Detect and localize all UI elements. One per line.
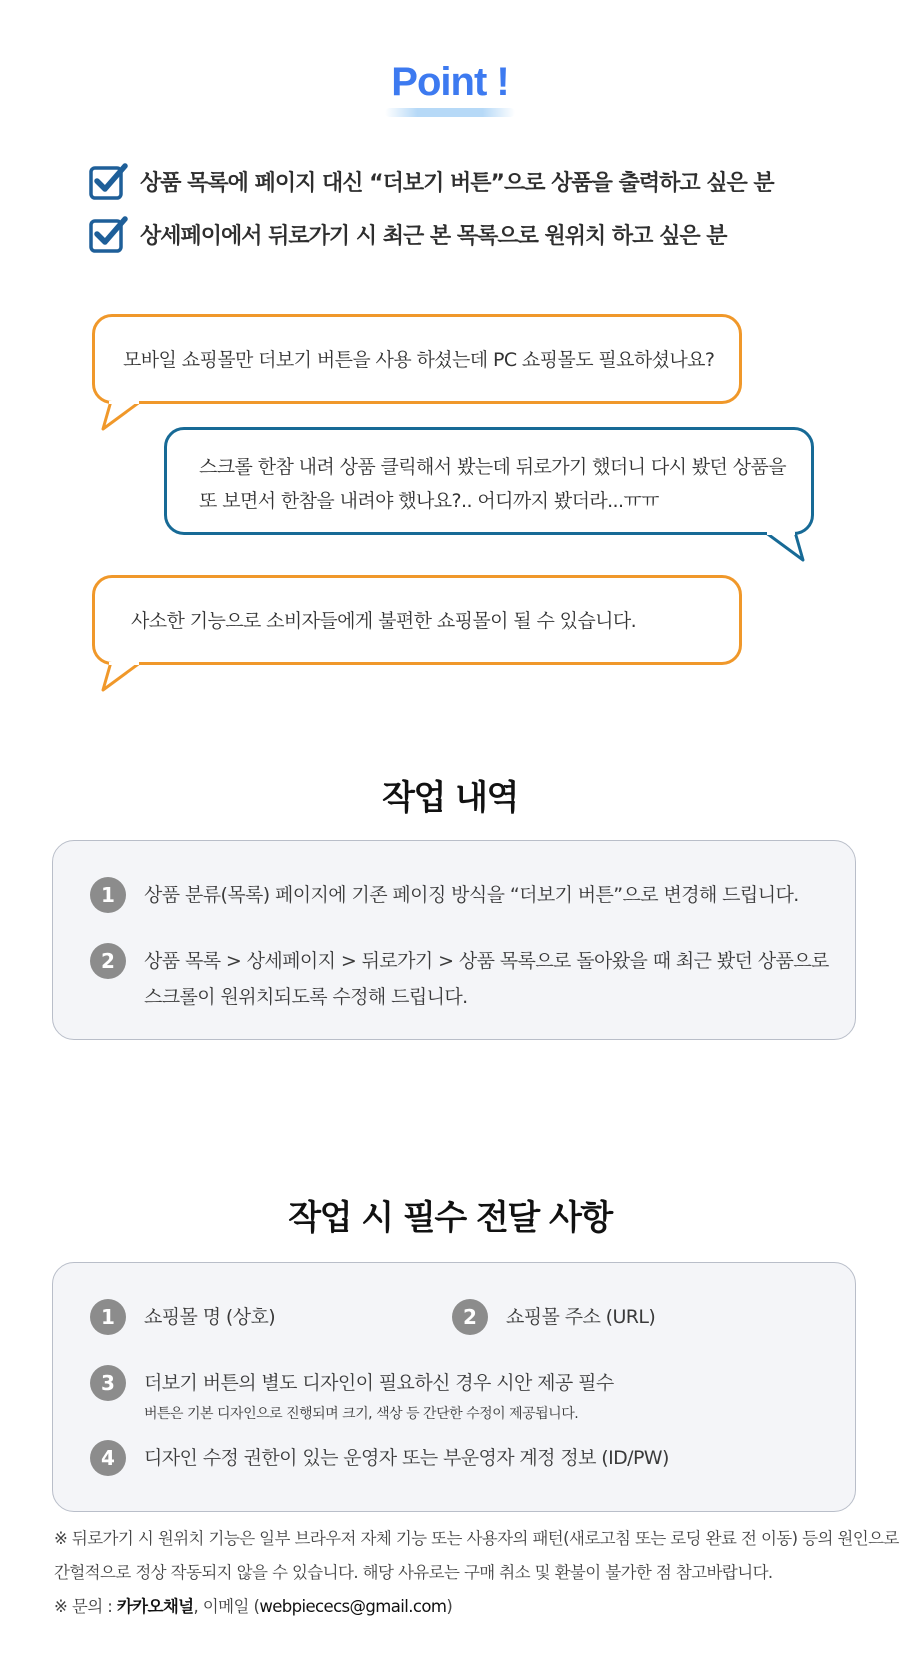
- checklist-item-text: 상세페이에서 뒤로가기 시 최근 본 목록으로 원위치 하고 싶은 분: [140, 223, 727, 249]
- bubble-tail-icon: [761, 532, 805, 562]
- point-title-text: Point !: [391, 60, 509, 104]
- required-item-text: 디자인 수정 권한이 있는 운영자 또는 부운영자 계정 정보 (ID/PW): [144, 1447, 669, 1469]
- speech-bubble-mobile-only: [92, 314, 742, 404]
- speech-bubble-scroll: [164, 427, 814, 535]
- speech-bubble-inconvenient: [92, 575, 742, 665]
- required-item-text: 쇼핑몰 주소 (URL): [506, 1306, 656, 1328]
- point-header: [0, 58, 900, 106]
- bubble-tail-icon: [101, 401, 145, 431]
- checklist-item-text: 상품 목록에 페이지 대신 “더보기 버튼”으로 상품을 출력하고 싶은 분: [140, 170, 774, 196]
- number-badge: 1: [90, 877, 126, 913]
- point-title: [391, 58, 508, 106]
- bubble-text: 스크롤 한참 내려 상품 클릭해서 봤는데 뒤로가기 했더니 다시 봤던 상품을: [199, 456, 787, 478]
- number-badge: 4: [90, 1440, 126, 1476]
- contact-line: [54, 1595, 452, 1619]
- work-item-text: 스크롤이 원위치되도록 수정해 드립니다.: [144, 986, 468, 1008]
- contact-suffix: ): [446, 1597, 453, 1616]
- work-panel: [52, 840, 856, 1040]
- contact-email-link[interactable]: webpiececs@gmail.com: [259, 1597, 447, 1616]
- point-checklist: [88, 162, 774, 268]
- required-section-title: 작업 시 필수 전달 사항: [288, 1198, 612, 1238]
- note-line: ※ 뒤로가기 시 원위치 기능은 일부 브라우저 자체 기능 또는 사용자의 패턴(새로고침 또는 로딩 완료 전 이동) 등의 원인으로: [54, 1529, 899, 1548]
- bubble-text: 사소한 기능으로 소비자들에게 불편한 쇼핑몰이 될 수 있습니다.: [131, 610, 637, 632]
- bubble-text: 모바일 쇼핑몰만 더보기 버튼을 사용 하셨는데 PC 쇼핑몰도 필요하셨나요?: [123, 349, 715, 371]
- required-item-text: 쇼핑몰 명 (상호): [144, 1306, 276, 1328]
- bubble-tail-icon: [101, 662, 145, 692]
- contact-prefix: ※ 문의 :: [54, 1597, 117, 1616]
- work-section-title: 작업 내역: [382, 778, 518, 818]
- number-badge: 2: [452, 1299, 488, 1335]
- required-panel: [52, 1262, 856, 1512]
- checklist-item: [88, 215, 774, 253]
- number-badge: 3: [90, 1365, 126, 1401]
- work-item-text: 상품 분류(목록) 페이지에 기존 페이징 방식을 “더보기 버튼”으로 변경해 드립니다.: [144, 884, 799, 906]
- required-item-subtext: 버튼은 기본 디자인으로 진행되며 크기, 색상 등 간단한 수정이 제공됩니다.: [144, 1406, 579, 1422]
- checkbox-checked-icon: [88, 214, 128, 254]
- required-item-text: 더보기 버튼의 별도 디자인이 필요하신 경우 시안 제공 필수: [144, 1372, 614, 1394]
- checklist-item: [88, 162, 774, 200]
- number-badge: 1: [90, 1299, 126, 1335]
- work-item-text: 상품 목록 > 상세페이지 > 뒤로가기 > 상품 목록으로 돌아왔을 때 최근 봤던 상품으로: [144, 950, 829, 972]
- note-line: 간헐적으로 정상 작동되지 않을 수 있습니다. 해당 사유로는 구매 취소 및 환불이 불가한 점 참고바랍니다.: [54, 1563, 773, 1582]
- kakao-channel-link[interactable]: 카카오채널: [116, 1597, 194, 1616]
- contact-mid: , 이메일 (: [193, 1597, 260, 1616]
- bubble-text: 또 보면서 한참을 내려야 했나요?.. 어디까지 봤더라...ㅠㅠ: [199, 490, 659, 512]
- point-underline: [385, 108, 515, 117]
- number-badge: 2: [90, 943, 126, 979]
- checkbox-checked-icon: [88, 161, 128, 201]
